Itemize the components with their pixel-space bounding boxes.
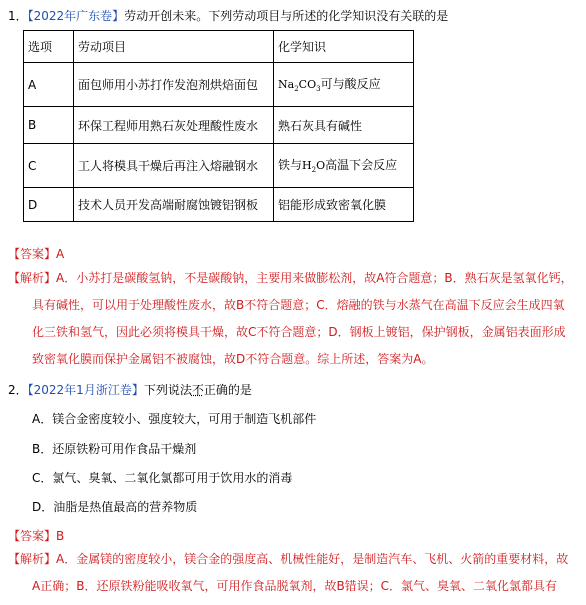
knowledge-text: 铁与	[278, 158, 303, 173]
table-row	[24, 144, 414, 188]
option-cell: B	[24, 107, 74, 144]
q2-answer	[8, 527, 64, 544]
option-cell: A	[24, 63, 74, 107]
q1-analysis-line-4: 致密氧化膜而保护金属铝不被腐蚀，故D不符合题意。综上所述，答案为A。	[32, 352, 434, 366]
q2-option-b: B．还原铁粉可用作食品干燥剂	[32, 442, 197, 456]
chemical-formula: $Na_2CO_3$	[278, 78, 321, 94]
task-cell: 技术人员开发高端耐腐蚀镀铝钢板	[74, 188, 274, 222]
answer-label: 【答案】	[8, 247, 57, 261]
analysis-label: 【解析】	[8, 552, 57, 566]
q1-stem: 劳动开创未来。下列劳动项目与所述的化学知识没有关联的是	[124, 9, 449, 23]
knowledge-cell	[274, 144, 414, 188]
chemical-formula: $H_2O$	[302, 159, 326, 175]
q2-stem: 下列说法	[143, 383, 192, 397]
q1-number: 1．	[8, 9, 28, 23]
q1-analysis-line-1	[8, 265, 573, 292]
q2-header	[8, 381, 252, 398]
q2-option-a: A．镁合金密度较小、强度较大，可用于制造飞机部件	[32, 412, 317, 426]
analysis-text: A．小苏打是碳酸氢钠，不是碳酸钠，主要用来做膨松剂，故A符合题意；B．熟石灰是氢氧化钙，	[56, 271, 573, 285]
analysis-label: 【解析】	[8, 271, 57, 285]
q2-option-c: C．氯气、臭氧、二氧化氯都可用于饮用水的消毒	[32, 471, 293, 485]
header-task: 劳动项目	[74, 31, 274, 63]
knowledge-text: 可与酸反应	[320, 77, 381, 92]
q1-analysis-line-2: 具有碱性，可以用于处理酸性废水，故B不符合题意；C．熔融的铁与水蒸气在高温下反应会生成四氧	[32, 298, 565, 312]
q2-source: 【2022年1月浙江卷】	[27, 383, 144, 397]
option-cell: D	[24, 188, 74, 222]
answer-label: 【答案】	[8, 529, 57, 543]
table-header-row	[24, 31, 414, 63]
knowledge-cell: 熟石灰具有碱性	[274, 107, 414, 144]
q2-stem: 正确的是	[203, 383, 252, 397]
task-cell: 面包师用小苏打作发泡剂烘焙面包	[74, 63, 274, 107]
q2-option-d: D．油脂是热值最高的营养物质	[32, 500, 198, 514]
q2-analysis-line-2: A正确；B．还原铁粉能吸收氧气，可用作食品脱氧剂，故B错误；C．氯气、臭氧、二氧化氯都具有	[32, 579, 558, 593]
answer-value: B	[56, 529, 65, 543]
table-row	[24, 107, 414, 144]
knowledge-cell	[274, 63, 414, 107]
answer-value: A	[56, 247, 65, 261]
header-knowledge: 化学知识	[274, 31, 414, 63]
table-row	[24, 188, 414, 222]
q1-source: 【2022年广东卷】	[27, 9, 125, 23]
analysis-text: A．金属镁的密度较小，镁合金的强度高、机械性能好，是制造汽车、飞机、火箭的重要材料，故	[56, 552, 569, 566]
q2-number: 2．	[8, 383, 28, 397]
option-cell: C	[24, 144, 74, 188]
q1-answer	[8, 245, 64, 262]
q1-analysis-line-3: 化三铁和氢气，因此必须将模具干燥，故C不符合题意；D．钢板上镀铝，保护钢板，金属铝表面形成	[32, 325, 566, 339]
q2-analysis-line-1	[8, 546, 568, 573]
header-option: 选项	[24, 31, 74, 63]
knowledge-text: 高温下会反应	[325, 158, 398, 173]
knowledge-cell: 铝能形成致密氧化膜	[274, 188, 414, 222]
task-cell: 环保工程师用熟石灰处理酸性废水	[74, 107, 274, 144]
table-row	[24, 63, 414, 107]
q2-stem-emphasis: 不	[191, 383, 204, 397]
q1-table	[23, 30, 414, 222]
task-cell: 工人将模具干燥后再注入熔融钢水	[74, 144, 274, 188]
q1-header	[8, 7, 448, 24]
